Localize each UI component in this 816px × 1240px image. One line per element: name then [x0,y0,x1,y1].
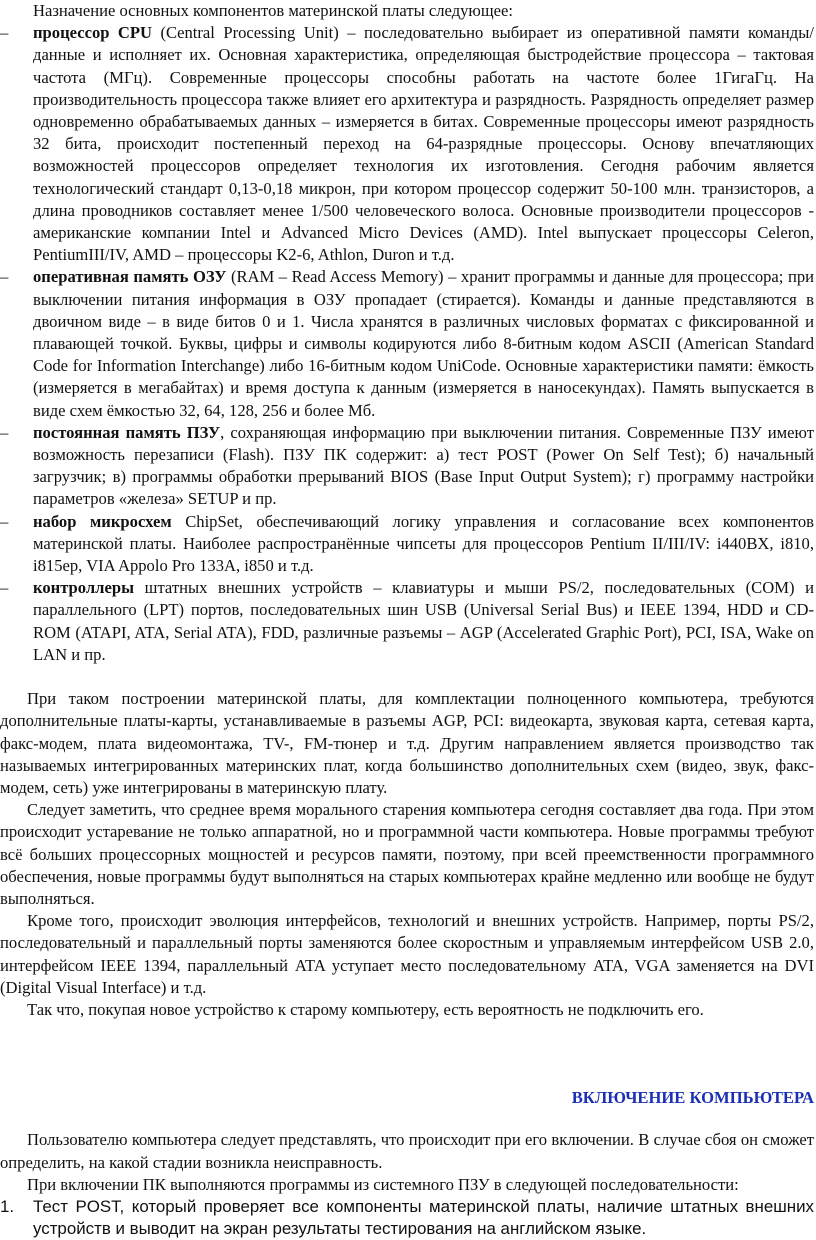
item-text: (RAM – Read Access Memory) – хранит программы и данные для процессора; при выключении питания информация в ОЗУ пропадает (стирается). Команды и данные представляются в двоичном виде – в виде битов 0 и 1. Числа хранятся в различных числовых форматах с фиксированной и плавающей точкой. Буквы, цифры и символы кодируются либо 8-битным кодом ASCII (American Standard Code for Information Interchange) либо 16-битным кодом UniCode. Основные характеристики памяти: ёмкость (измеряется в мегабайтах) и время доступа к данным (измеряется в наносекундах). Память выпускается в виде схем ёмкостью 32, 64, 128, 256 и более Мб. [33,267,815,420]
spacer [0,1109,814,1129]
item-text: (Central Processing Unit) – последовательно выбирает из оперативной памяти команды/данные и исполняет их. Основная характеристика, определяющая быстродействие процессора – тактовая частота (МГц). Современные процессоры способны работать на частоте более 1ГигаГц. На производительность процессора также влияет его архитектура и разрядность. Разрядность определяет размер одновременно обрабатываемых данных – измеряется в битах. Современные процессоры имеют разрядность 32 бита, происходит постепенный переход на 64-разрядные процессоры. Основу впечатляющих возможностей процессоров определяет технология их изготовления. Сегодня рабочим является технологический стандарт 0,13-0,18 микрон, при котором процессор содержит 50-100 млн. транзисторов, а длина проводников составляет менее 1/500 человеческого волоса. Основные производители процессоров - американские компании Intel и Advanced Micro Devices (AMD). Intel выпускает процессоры Celeron, PentiumIII/IV, AMD – процессоры K2-6, Athlon, Duron и т.д. [33,23,814,265]
step-number: 1. [0,1196,15,1216]
list-item-cpu [0,22,814,266]
spacer [0,666,814,688]
section-paragraph: При включении ПК выполняются программы из системного ПЗУ в следующей последовательности: [27,1174,739,1194]
step-text: Тест POST, который проверяет все компоненты материнской платы, наличие штатных внешних устройств и выводит на экран результаты тестирования на английском языке. [33,1196,814,1239]
list-item-controllers [0,577,814,666]
bullet-dash: – [0,23,9,43]
list-item-chipset [0,511,814,578]
list-item-ram [0,266,814,421]
section-heading: ВКЛЮЧЕНИЕ КОМПЬЮТЕРА [571,1088,814,1108]
item-text: штатных внешних устройств – клавиатуры и мыши PS/2, последовательных (COM) и параллельного (LPT) портов, последовательных шин USB (Universal Serial Bus) и IEEE 1394, HDD и CD-ROM (ATAPI, ATA, Serial ATA), FDD, различные разъемы – AGP (Accelerated Graphic Port), PCI, ISA, Wake on LAN и пр. [33,578,814,664]
bullet-dash: – [0,578,9,598]
bullet-dash: – [0,511,9,531]
body-paragraph: Так что, покупая новое устройство к старому компьютеру, есть вероятность не подключить его. [27,999,704,1019]
spacer [0,1021,814,1087]
body-paragraph: При таком построении материнской платы, для комплектации полноценного компьютера, требуются дополнительные платы-карты, устанавливаемые в разъемы AGP, PCI: видеокарта, звуковая карта, сетевая карта, факс-модем, плата видеомонтажа, TV-, FM-тюнер и т.д. Другим направлением является производство так называемых интегрированных материнских плат, когда большинство дополнительных схем (видео, звук, факс-модем, сеть) уже интегрированы в материнскую плату. [0,689,814,797]
term-bold: контроллеры [33,578,135,598]
bullet-dash: – [0,422,9,442]
intro-line: Назначение основных компонентов материнской платы следующее: [33,1,513,20]
term-bold: постоянная память ПЗУ [33,422,221,442]
steps-list [0,1196,814,1240]
list-item-rom [0,422,814,511]
term-bold: оперативная память ОЗУ [33,267,227,287]
term-bold: набор микросхем [33,511,172,531]
body-paragraph: Следует заметить, что среднее время морального старения компьютера сегодня составляет два года. При этом происходит устаревание не только аппаратной, но и программной части компьютера. Новые программы требуют всё больших процессорных мощностей и ресурсов памяти, поэтому, при всей преемственности программного обеспечения, новые программы будут выполняться на старых компьютерах крайне медленно или вообще не будут выполняться. [0,800,814,908]
term-bold: процессор CPU [33,23,153,43]
components-list [0,22,814,666]
item-text: , сохраняющая информацию при выключении питания. Современные ПЗУ имеют возможность перезаписи (Flash). ПЗУ ПК содержит: а) тест POST (Power On Self Test); б) начальный загрузчик; в) программы обработки прерываний BIOS (Base Input Output System); г) программу настройки параметров «железа» SETUP и пр. [33,422,814,509]
step-item [0,1196,814,1240]
body-paragraph: Кроме того, происходит эволюция интерфейсов, технологий и внешних устройств. Например, порты PS/2, последовательный и параллельный порты заменяются более скоростным и управляемым интерфейсом USB 2.0, интерфейсом IEEE 1394, параллельный ATA уступает место последовательному ATA, VGA заменяется на DVI (Digital Visual Interface) и т.д. [0,911,814,997]
bullet-dash: – [0,267,9,287]
section-paragraph: Пользователю компьютера следует представлять, что происходит при его включении. В случае сбоя он сможет определить, на какой стадии возникла неисправность. [0,1130,814,1172]
item-text: ChipSet, обеспечивающий логику управления и согласование всех компонентов материнской платы. Наиболее распространённые чипсеты для процессоров Pentium II/III/IV: i440BX, i810, i815ep, VIA Appolo Pro 133A, i850 и т.д. [33,511,814,576]
